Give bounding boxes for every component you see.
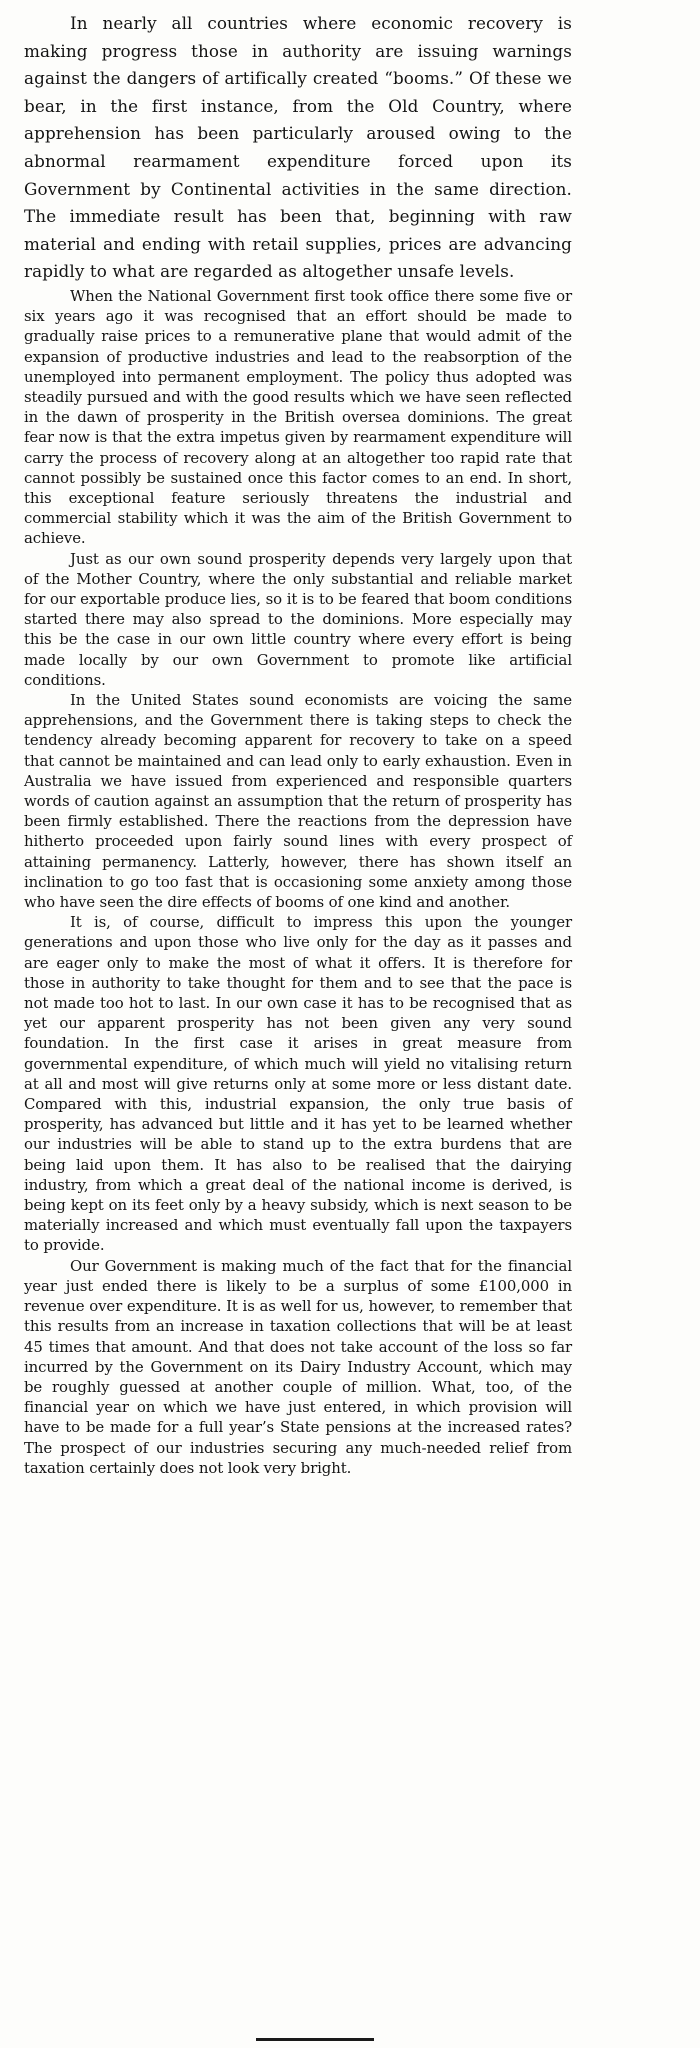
paragraph-6: Our Government is making much of the fact that for the financial year just ended there is likely to be a surplus of some £100,000 in revenue over expenditure. It is as well for us, however, to remember that this results from an increase in taxation collections that will be at least 45 times that amount. And that does not take account of the loss so far incurred by the Government on its Dairy Industry Account, which may be roughly guessed at another couple of million. What, too, of the financial year on which we have just entered, in which provision will have to be made for a full year’s State pensions at the increased rates? The prospect of our industries securing any much-needed relief from taxation certainly does not look very bright.	[24, 1256, 572, 1477]
paragraph-3: Just as our own sound prosperity depends very largely upon that of the Mother Country, where the only substantial and reliable market for our exportable produce lies, so it is to be feared that boom conditions started there may also spread to the dominions. More especially may this be the case in our own little country where every effort is being made locally by our own Government to promote like artificial conditions.	[24, 549, 572, 689]
paragraph-4: In the United States sound economists are voicing the same apprehensions, and the Government there is taking steps to check the tendency already becoming apparent for recovery to take on a speed that cannot be maintained and can lead only to early exhaustion. Even in Australia we have issued from experienced and responsible quarters words of caution against an assumption that the return of prosperity has been firmly established. There the reactions from the depression have hitherto proceeded upon fairly sound lines with every prospect of attaining permanency. Latterly, however, there has shown itself an inclination to go too fast that is occasioning some anxiety among those who have seen the dire effects of booms of one kind and another.	[24, 691, 572, 912]
paragraph-1: In nearly all countries where economic recovery is making progress those in authority are issuing warnings against the dangers of artifically created “booms.” Of these we bear, in the first instance, from the Old Country, where apprehension has been particularly aroused owing to the abnormal rearmament expenditure forced upon its Government by Continental activities in the same direction. The immediate result has been that, beginning with raw material and ending with retail supplies, prices are advancing rapidly to what are regarded as altogether unsafe levels.	[24, 13, 572, 282]
editorial-column	[24, 10, 572, 1478]
paragraph-5: It is, of course, difficult to impress this upon the younger generations and upon those who live only for the day as it passes and are eager only to make the most of what it offers. It is therefore for those in authority to take thought for them and to see that the pace is not made too hot to last. In our own case it has to be recognised that as yet our apparent prosperity has not been given any very sound foundation. In the first case it arises in great measure from governmental expenditure, of which much will yield no vitalising return at all and most will give returns only at some more or less distant date. Compared with this, industrial expansion, the only true basis of prosperity, has advanced but little and it has yet to be learned whether our industries will be able to stand up to the extra burdens that are being laid upon them. It has also to be realised that the dairying industry, from which a great deal of the national income is derived, is being kept on its feet only by a heavy subsidy, which is next season to be materially increased and which must eventually fall upon the taxpayers to provide.	[24, 913, 572, 1255]
paragraph-2: When the National Government first took office there some five or six years ago it was recognised that an effort should be made to gradually raise prices to a remunerative plane that would admit of the expansion of productive industries and lead to the reabsorption of the unemployed into permanent employment. The policy thus adopted was steadily pursued and with the good results which we have seen reflected in the dawn of prosperity in the British oversea dominions. The great fear now is that the extra impetus given by rearmament expenditure will carry the process of recovery along at an altogether too rapid rate that cannot possibly be sustained once this factor comes to an end. In short, this exceptional feature seriously threatens the industrial and commercial stability which it was the aim of the British Government to achieve.	[24, 286, 572, 548]
closing-rule	[256, 2038, 374, 2041]
